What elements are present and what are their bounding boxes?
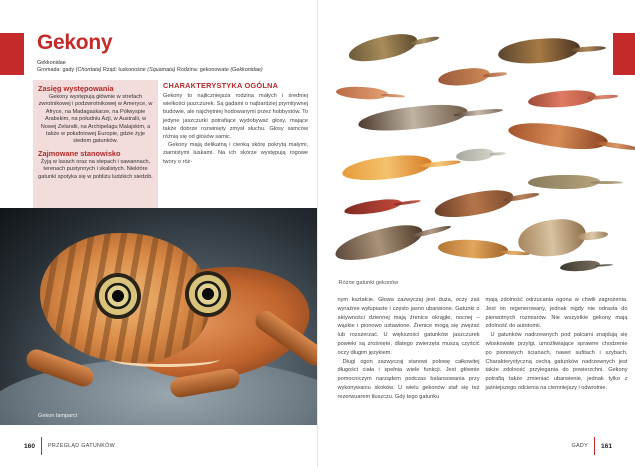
- page-footer: [24, 437, 115, 455]
- gecko-image: [516, 217, 587, 260]
- gecko-image: [527, 89, 596, 110]
- text-column-1: [338, 296, 480, 402]
- characteristics-heading: CHARAKTERYSTYKA OGÓLNA: [163, 81, 279, 90]
- gecko-image: [343, 197, 402, 217]
- text-column-2: [486, 296, 628, 393]
- taxon-order-latin: (Squamata): [147, 67, 176, 73]
- taxon-order-label: Rząd: łuskonośne: [102, 67, 146, 73]
- leopard-gecko-photo: [0, 208, 318, 425]
- gecko-head: [40, 233, 210, 363]
- gecko-image: [497, 36, 580, 66]
- gecko-species-gallery: [318, 25, 635, 275]
- gecko-image: [357, 101, 469, 134]
- gecko-image: [437, 66, 490, 87]
- section-tab-marker: [0, 33, 24, 75]
- section-name: GADY: [571, 443, 588, 449]
- gecko-image: [559, 260, 600, 273]
- gecko-image: [346, 30, 419, 66]
- gecko-image: [528, 175, 600, 189]
- gecko-mouth: [110, 351, 220, 367]
- column-1-paragraph-2: Długi ogon zazwyczaj stanowi połowę całkowitej długości ciała i spełnia wiele funkcji. Jest głównie pomocniczym narządem podczas balansowania przy wykonywaniu skoków. U wielu gekonów staf się też rezerwuarem tłuszczu. Gdy tego gatunku: [337, 358, 480, 400]
- taxon-family-name: Gekkonidae: [37, 60, 66, 66]
- characteristics-paragraph-1: Gekony to najliczniejsza rodzina małych i średniej wielkości jaszczurek. Są gadami o najbardziej prymitywnej budowie, ale najchętniej hodowanymi przez hobbystów. To jedyne jaszczurki potrafiące wydobywać głosy, mające także dobrze rozwinięty zmysł słuchu. Głosy samców różnią się od głosów samic.: [163, 93, 308, 141]
- gecko-image: [341, 152, 433, 183]
- taxon-family-label: Rodzina: gekonowate: [176, 67, 229, 73]
- page-number: 161: [600, 442, 612, 450]
- gecko-image: [432, 186, 515, 222]
- taxon-class-label: Gromada: gady: [37, 67, 75, 73]
- gecko-eye: [185, 271, 231, 317]
- gecko-image: [506, 118, 608, 154]
- habitat-text: Żyją w lasach oraz na stepach i sawannach, terenach pustynnych i skalistych. Niektóre gatunki spotyka się w pobliżu ludzkich siedzib.: [38, 158, 153, 180]
- taxon-class-latin: (Chordata): [75, 67, 102, 73]
- gecko-image: [332, 219, 426, 266]
- range-heading: Zasięg występowania: [38, 84, 114, 93]
- characteristics-paragraph-2: Gekony mają delikatną i cienką skórę pokrytą małymi, ziarnistymi łuskami. Na ich skórze występują rogowe twory o róż-: [163, 142, 308, 165]
- gecko-image: [437, 238, 508, 261]
- info-box: [33, 80, 158, 208]
- page-footer: [572, 437, 613, 455]
- page-title: Gekony: [37, 31, 113, 54]
- gecko-image: [455, 148, 494, 163]
- range-text: Gekony występują głównie w strefach zwrotnikowej i podzwrotnikowej w Ameryce, w Afryce, na Madagaskarze, na Półwyspie Arabskim, na południu Azji, w Australii, w Nowej Zelandii, na Archipelagu Malajskim, a także w południowej Europie, gdzie żyje siedem gatunków.: [38, 94, 153, 145]
- section-name: PRZEGLĄD GATUNKÓW: [48, 443, 116, 449]
- column-1-paragraph-1: nym kształcie. Głowa zazwyczaj jest duża, oczy zaś wyraźnie wyłupiaste i często jasno ubarwione. Gatunki o aktywności dziennej mają źrenice okrągłe, nocnej – wąskie i pionowo ustawione. Źrenice mogą się zwężać lub rozszerzać. U większości gatunków jaszczurek powieki są zrośnięte, dlatego zwierzęta muszą czyścić oczy długim językiem.: [337, 297, 480, 356]
- taxon-family-latin: (Gekkonidae): [230, 67, 263, 73]
- footer-divider: [41, 437, 42, 455]
- column-2-paragraph-1: mają zdolność odrzucania ogona w chwili zagrożenia. Jest on regenerowany, jednak nigdy nie odrasta do pierwotnych rozmiarów. Nie wszystkie gekony mają zdolność do autotomii.: [485, 297, 628, 330]
- gecko-eye: [95, 273, 141, 319]
- footer-divider: [594, 437, 595, 455]
- taxonomy-line: [37, 67, 263, 73]
- photo-caption: Gekon lamparci: [38, 413, 78, 419]
- column-2-paragraph-2: U gatunków nadrzewnych pod palcami znajdują się włoskowate przylgi, umożliwiające sprawne chodzenie po pionowych ścianach, nawet sufitach i szybach. Charakterystyczną cechą gatunków nadrzewnych jest także zdolność przylegania do powierzchni. Gekony potrafią także zmieniać ubarwienie, jednak tylko z jaśniejszego odcienia na ciemniejszy i odwrotnie.: [485, 332, 628, 391]
- characteristics-section: [163, 81, 308, 166]
- gecko-image: [335, 85, 388, 101]
- gallery-caption: Różne gatunki gekonów: [338, 280, 399, 286]
- habitat-heading: Zajmowane stanowisko: [38, 148, 121, 158]
- page-number: 160: [24, 442, 36, 450]
- right-page: [318, 0, 635, 467]
